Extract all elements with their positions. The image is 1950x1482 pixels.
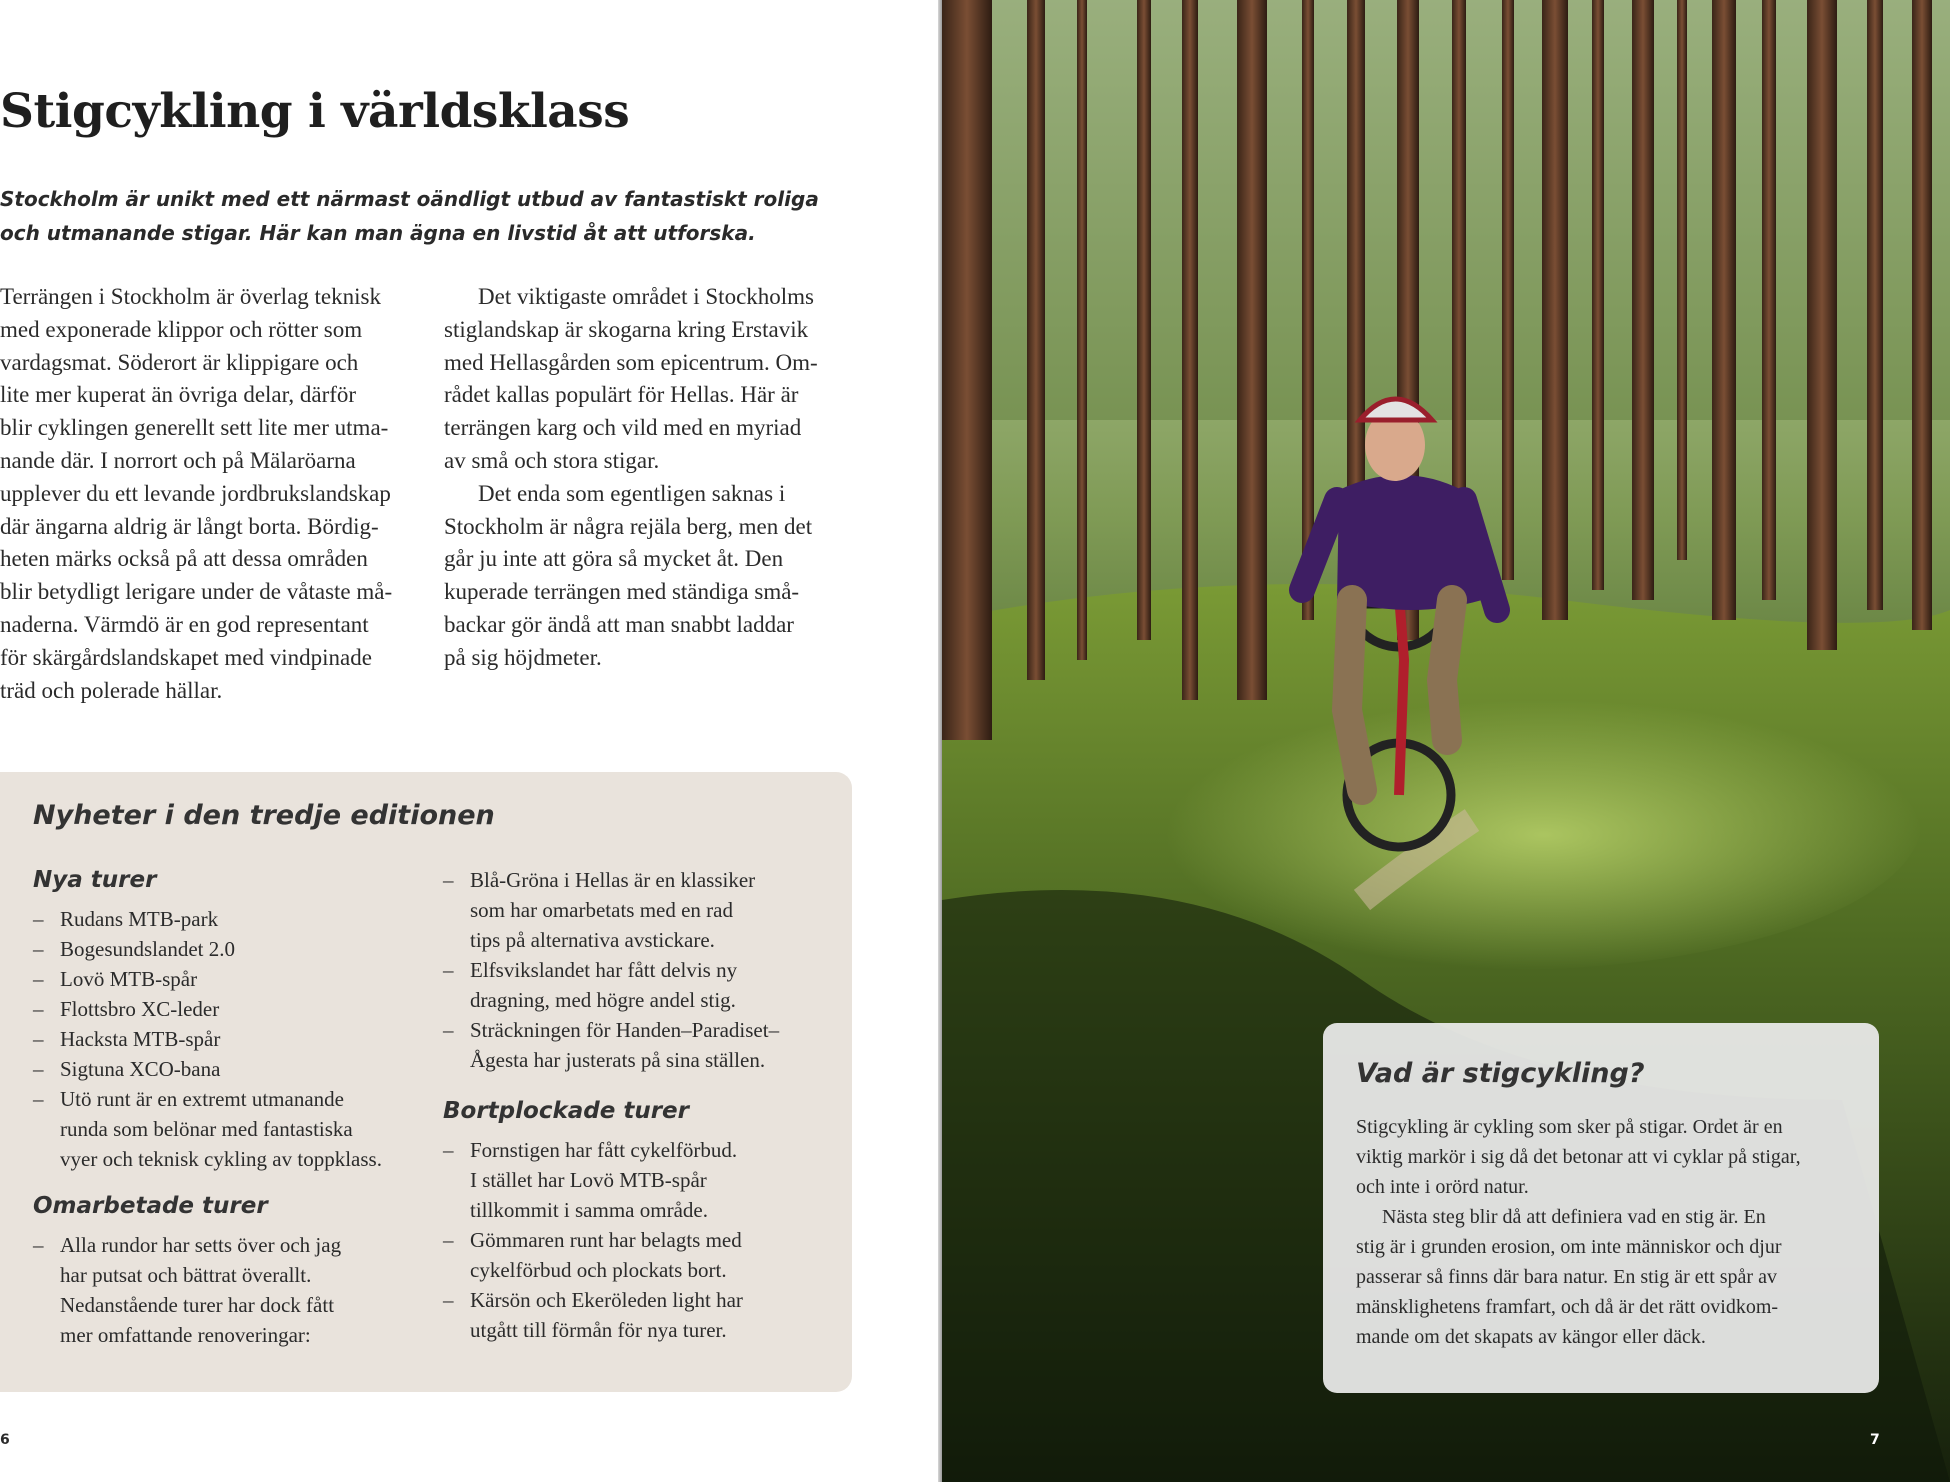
list-item-line: – Utö runt är en extremt utmanande — [60, 1087, 344, 1111]
list-item-line: tips på alternativa avstickare. — [470, 928, 715, 952]
text-line: Det viktigaste området i Stockholms — [478, 284, 815, 309]
text-line: och inte i orörd natur. — [1356, 1176, 1529, 1198]
list-item-line: mer omfattande renoveringar: — [60, 1323, 311, 1347]
info-box-text — [1356, 1112, 1866, 1352]
text-line: backar gör ändå att man snabbt laddar — [444, 611, 794, 637]
text-line: Stigcykling är cykling som sker på stigar. Ordet är en — [1356, 1116, 1783, 1138]
text-line: Det enda som egentligen saknas i — [478, 480, 786, 506]
list-item-line: – Hacksta MTB-spår — [60, 1027, 221, 1051]
page-title: Stigcykling i världsklass — [0, 84, 630, 139]
list-item-line: – Rudans MTB-park — [60, 907, 219, 931]
page-number-left: 6 — [0, 1432, 10, 1448]
text-line: stiglandskap är skogarna kring Erstavik — [444, 316, 809, 342]
text-line: rådet kallas populärt för Hellas. Här är — [444, 382, 799, 408]
list-item-line: – Sigtuna XCO-bana — [60, 1057, 221, 1081]
list-item-line: Ågesta har justerats på sina ställen. — [470, 1048, 766, 1072]
text-line: mänsklighetens framfart, och då är det rätt ovidkom- — [1356, 1296, 1779, 1318]
text-line: nande där. I norrort och på Mälaröarna — [0, 447, 356, 473]
text-line: där ängarna aldrig är långt borta. Bördig- — [0, 513, 379, 539]
list-item-line: Nedanstående turer har dock fått — [60, 1293, 335, 1317]
text-line: upplever du ett levande jordbrukslandskap — [0, 480, 391, 506]
list-item-line: som har omarbetats med en rad — [470, 898, 733, 922]
reworked-tours-heading: Omarbetade turer — [33, 1193, 268, 1219]
page-number-right: 7 — [1870, 1432, 1880, 1448]
list-item — [443, 1135, 743, 1225]
reworked-tours-list — [33, 1230, 341, 1350]
list-item — [33, 934, 382, 964]
text-line: med exponerade klippor och rötter som — [0, 316, 363, 342]
text-line: träd och polerade hällar. — [0, 677, 223, 703]
lead-line: Stockholm är unikt med ett närmast oändligt utbud av fantastiskt roliga — [0, 187, 819, 211]
list-item-line: – Fornstigen har fått cykelförbud. — [470, 1138, 738, 1162]
list-item — [443, 1015, 779, 1075]
list-item-line: dragning, med högre andel stig. — [470, 988, 736, 1012]
list-item — [33, 1084, 382, 1174]
list-item — [443, 865, 779, 955]
text-line: stig är i grunden erosion, om inte människor och djur — [1356, 1236, 1782, 1258]
left-page — [0, 0, 938, 1482]
list-item-line: vyer och teknisk cykling av toppklass. — [60, 1147, 382, 1171]
list-item-line: cykelförbud och plockats bort. — [470, 1258, 727, 1282]
text-line: kuperade terrängen med ständiga små- — [444, 579, 800, 605]
lead-paragraph — [0, 182, 900, 250]
text-line: heten märks också på att dessa områden — [0, 546, 368, 572]
lead-line: och utmanande stigar. Här kan man ägna en livstid åt att utforska. — [0, 221, 756, 245]
list-item — [443, 1285, 743, 1345]
text-line: för skärgårdslandskapet med vindpinade — [0, 644, 372, 670]
info-box-title: Vad är stigcykling? — [1356, 1058, 1645, 1089]
list-item-line: – Lovö MTB-spår — [60, 967, 198, 991]
news-box-title: Nyheter i den tredje editionen — [33, 800, 495, 831]
list-item — [33, 1024, 382, 1054]
list-item-line: runda som belönar med fantastiska — [60, 1117, 353, 1141]
body-column-2 — [444, 281, 854, 675]
list-item — [443, 1225, 743, 1285]
text-line: naderna. Värmdö är en god representant — [0, 611, 369, 637]
text-line: lite mer kuperat än övriga delar, därför — [0, 382, 357, 408]
removed-tours-list — [443, 1135, 743, 1345]
text-line: vardagsmat. Söderort är klippigare och — [0, 349, 359, 375]
list-item — [33, 1230, 341, 1350]
text-line: blir cyklingen generellt sett lite mer utma- — [0, 415, 389, 441]
list-item-line: – Elfsvikslandet har fått delvis ny — [470, 958, 738, 982]
list-item-line: – Flottsbro XC-leder — [60, 997, 220, 1021]
text-line: viktig markör i sig då det betonar att vi cyklar på stigar, — [1356, 1146, 1801, 1168]
list-item-line: – Alla rundor har setts över och jag — [60, 1233, 342, 1257]
right-page — [942, 0, 1950, 1482]
text-line: mande om det skapats av kängor eller däck. — [1356, 1326, 1706, 1348]
list-item-line: tillkommit i samma område. — [470, 1198, 708, 1222]
new-tours-list — [33, 904, 382, 1174]
list-item-line: utgått till förmån för nya turer. — [470, 1318, 727, 1342]
removed-tours-heading: Bortplockade turer — [443, 1098, 689, 1124]
text-line: Stockholm är några rejäla berg, men det — [444, 513, 813, 539]
list-item — [33, 904, 382, 934]
text-line: Terrängen i Stockholm är överlag teknisk — [0, 284, 381, 309]
list-item — [33, 1054, 382, 1084]
list-item-line: I stället har Lovö MTB-spår — [470, 1168, 707, 1192]
text-line: av små och stora stigar. — [444, 447, 660, 473]
text-line: terrängen karg och vild med en myriad — [444, 415, 802, 441]
list-item-line: – Kärsön och Ekeröleden light har — [470, 1288, 743, 1312]
list-item — [33, 994, 382, 1024]
text-line: blir betydligt lerigare under de våtaste må- — [0, 579, 393, 605]
text-line: på sig höjdmeter. — [444, 644, 602, 670]
reworked-details-list — [443, 865, 779, 1075]
body-column-1 — [0, 281, 410, 707]
list-item-line: – Sträckningen för Handen–Paradiset– — [470, 1018, 780, 1042]
text-line: Nästa steg blir då att definiera vad en stig är. En — [1382, 1206, 1766, 1228]
text-line: med Hellasgården som epicentrum. Om- — [444, 349, 818, 375]
list-item-line: – Gömmaren runt har belagts med — [470, 1228, 742, 1252]
text-line: passerar så finns där bara natur. En stig är ett spår av — [1356, 1266, 1777, 1288]
list-item-line: – Blå-Gröna i Hellas är en klassiker — [470, 868, 756, 892]
new-tours-heading: Nya turer — [33, 867, 157, 893]
text-line: går ju inte att göra så mycket åt. Den — [444, 546, 784, 572]
list-item — [33, 964, 382, 994]
list-item-line: har putsat och bättrat överallt. — [60, 1263, 312, 1287]
list-item — [443, 955, 779, 1015]
list-item-line: – Bogesundslandet 2.0 — [60, 937, 235, 961]
